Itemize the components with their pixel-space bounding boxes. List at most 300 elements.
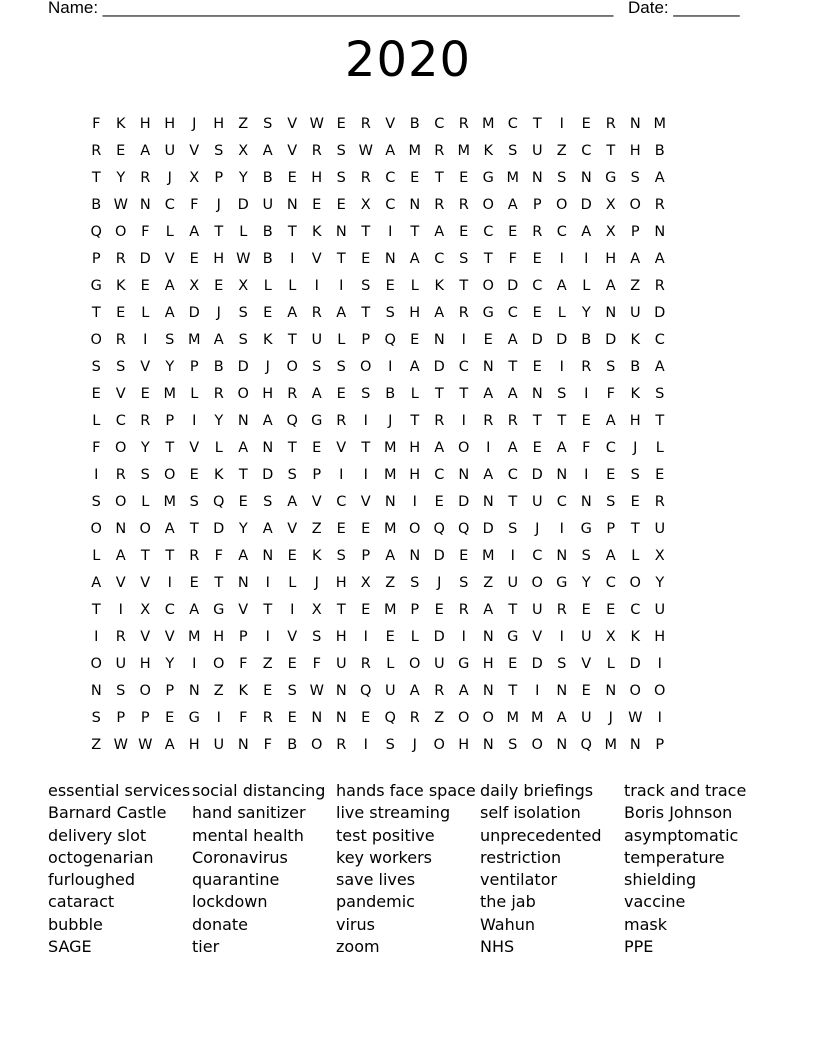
- grid-letter: N: [115, 521, 127, 537]
- grid-letter: M: [481, 116, 495, 132]
- grid-letter: N: [482, 737, 494, 753]
- grid-letter: Y: [116, 170, 126, 186]
- grid-letter: N: [409, 197, 421, 213]
- grid-letter: I: [559, 116, 564, 132]
- grid-letter: O: [531, 737, 543, 753]
- grid-letter: T: [532, 116, 542, 132]
- word-list-item: Barnard Castle: [48, 803, 167, 823]
- grid-letter: I: [290, 602, 295, 618]
- grid-letter: O: [458, 440, 470, 456]
- grid-letter: E: [287, 710, 297, 726]
- grid-letter: M: [163, 494, 176, 510]
- grid-letter: T: [606, 143, 616, 159]
- grid-letter: L: [92, 413, 101, 429]
- grid-letter: I: [94, 467, 99, 483]
- grid-letter: C: [507, 116, 518, 132]
- grid-letter: D: [433, 629, 445, 645]
- puzzle-title: 2020: [344, 32, 472, 88]
- grid-letter: R: [140, 413, 151, 429]
- grid-letter: H: [213, 116, 225, 132]
- grid-letter: N: [482, 683, 494, 699]
- grid-letter: S: [140, 467, 150, 483]
- grid-letter: S: [312, 359, 322, 375]
- grid-letter: H: [335, 629, 347, 645]
- grid-letter: A: [238, 548, 249, 564]
- grid-letter: E: [189, 575, 199, 591]
- grid-letter: A: [164, 521, 175, 537]
- grid-letter: N: [556, 683, 568, 699]
- grid-row: [84, 546, 672, 573]
- grid-letter: E: [385, 629, 395, 645]
- grid-letter: R: [409, 710, 420, 726]
- grid-letter: O: [482, 278, 494, 294]
- grid-letter: I: [388, 359, 393, 375]
- grid-letter: L: [655, 440, 664, 456]
- grid-letter: F: [190, 197, 199, 213]
- grid-letter: B: [287, 737, 298, 753]
- grid-row: [84, 708, 672, 735]
- letter-grid: [84, 114, 672, 762]
- grid-letter: T: [287, 440, 297, 456]
- grid-letter: P: [361, 332, 371, 348]
- grid-letter: P: [606, 521, 616, 537]
- grid-letter: N: [458, 467, 470, 483]
- grid-letter: K: [630, 332, 640, 348]
- grid-letter: R: [360, 170, 371, 186]
- grid-letter: R: [311, 305, 322, 321]
- grid-letter: N: [237, 575, 249, 591]
- grid-letter: A: [164, 737, 175, 753]
- grid-letter: T: [238, 467, 248, 483]
- grid-row: [84, 114, 672, 141]
- grid-letter: S: [606, 359, 616, 375]
- grid-letter: I: [559, 629, 564, 645]
- grid-row: [84, 384, 672, 411]
- grid-letter: Y: [214, 413, 224, 429]
- grid-letter: I: [363, 467, 368, 483]
- grid-letter: H: [213, 251, 225, 267]
- grid-letter: R: [532, 224, 543, 240]
- grid-letter: A: [630, 251, 641, 267]
- grid-letter: O: [164, 467, 176, 483]
- grid-letter: S: [557, 170, 567, 186]
- grid-letter: Z: [556, 143, 567, 159]
- grid-letter: S: [287, 683, 297, 699]
- grid-letter: K: [311, 224, 322, 240]
- grid-letter: C: [164, 602, 175, 618]
- grid-letter: H: [335, 575, 347, 591]
- grid-letter: R: [115, 251, 126, 267]
- grid-letter: R: [654, 197, 665, 213]
- grid-letter: T: [655, 413, 665, 429]
- grid-letter: E: [434, 602, 444, 618]
- grid-letter: E: [385, 278, 395, 294]
- grid-letter: K: [630, 386, 640, 402]
- grid-letter: V: [287, 629, 298, 645]
- word-list-item: Wahun: [480, 914, 536, 934]
- grid-letter: W: [628, 710, 643, 726]
- grid-letter: A: [507, 386, 518, 402]
- grid-letter: E: [410, 332, 420, 348]
- grid-letter: T: [410, 413, 420, 429]
- grid-letter: S: [263, 494, 273, 510]
- grid-letter: R: [262, 710, 273, 726]
- grid-letter: V: [164, 629, 175, 645]
- grid-letter: R: [605, 116, 616, 132]
- grid-letter: S: [655, 386, 665, 402]
- word-list-item: live streaming: [336, 803, 451, 823]
- grid-letter: R: [336, 413, 347, 429]
- word-list-item: shielding: [624, 870, 697, 890]
- grid-letter: G: [556, 575, 568, 591]
- grid-letter: J: [535, 521, 540, 537]
- grid-letter: A: [409, 683, 420, 699]
- grid-letter: M: [383, 602, 397, 618]
- grid-letter: S: [557, 656, 567, 672]
- grid-letter: S: [287, 467, 297, 483]
- grid-letter: M: [163, 386, 176, 402]
- grid-row: [84, 276, 672, 303]
- grid-letter: T: [91, 170, 101, 186]
- grid-letter: G: [90, 278, 102, 294]
- grid-letter: Y: [165, 359, 175, 375]
- grid-letter: N: [531, 386, 543, 402]
- word-list-item: unprecedented: [480, 825, 602, 845]
- grid-letter: C: [556, 494, 567, 510]
- grid-letter: M: [187, 629, 201, 645]
- grid-letter: O: [654, 683, 666, 699]
- grid-letter: N: [286, 197, 298, 213]
- grid-letter: T: [214, 575, 224, 591]
- grid-letter: D: [507, 278, 519, 294]
- grid-letter: B: [630, 359, 641, 375]
- grid-letter: U: [507, 575, 519, 591]
- grid-letter: S: [91, 494, 101, 510]
- grid-letter: R: [654, 278, 665, 294]
- grid-row: [84, 465, 672, 492]
- grid-letter: I: [339, 467, 344, 483]
- grid-letter: S: [263, 116, 273, 132]
- grid-letter: R: [91, 143, 102, 159]
- grid-letter: I: [486, 440, 491, 456]
- grid-row: [84, 141, 672, 168]
- grid-letter: I: [559, 251, 564, 267]
- grid-letter: Q: [286, 413, 298, 429]
- grid-letter: W: [358, 143, 373, 159]
- grid-letter: U: [384, 683, 396, 699]
- grid-letter: R: [507, 413, 518, 429]
- grid-letter: E: [287, 548, 297, 564]
- grid-letter: F: [214, 548, 223, 564]
- grid-letter: S: [630, 467, 640, 483]
- grid-letter: R: [458, 197, 469, 213]
- grid-letter: N: [90, 683, 102, 699]
- grid-letter: A: [458, 683, 469, 699]
- grid-letter: E: [336, 197, 346, 213]
- grid-letter: A: [262, 521, 273, 537]
- grid-letter: V: [115, 575, 126, 591]
- grid-letter: R: [483, 413, 494, 429]
- grid-letter: U: [580, 629, 592, 645]
- grid-letter: E: [459, 548, 469, 564]
- word-list-item: SAGE: [48, 937, 92, 957]
- word-list-item: test positive: [336, 825, 435, 845]
- word-list-item: hands face space: [336, 781, 476, 800]
- grid-letter: R: [360, 656, 371, 672]
- grid-letter: N: [556, 737, 568, 753]
- grid-letter: O: [115, 440, 127, 456]
- grid-letter: Q: [90, 224, 102, 240]
- grid-letter: T: [287, 224, 297, 240]
- grid-letter: S: [91, 710, 101, 726]
- grid-letter: F: [606, 386, 615, 402]
- grid-letter: L: [92, 548, 101, 564]
- grid-letter: C: [507, 467, 518, 483]
- grid-letter: G: [605, 170, 617, 186]
- grid-letter: E: [459, 170, 469, 186]
- grid-letter: I: [510, 548, 515, 564]
- grid-letter: Y: [581, 305, 591, 321]
- grid-letter: R: [115, 332, 126, 348]
- grid-letter: T: [336, 602, 346, 618]
- grid-letter: F: [263, 737, 272, 753]
- grid-letter: Z: [483, 575, 494, 591]
- grid-letter: D: [482, 521, 494, 537]
- grid-letter: A: [385, 548, 396, 564]
- grid-row: [84, 600, 672, 627]
- grid-letter: L: [190, 386, 199, 402]
- word-list-item: restriction: [480, 847, 562, 867]
- grid-letter: R: [654, 494, 665, 510]
- grid-letter: A: [605, 548, 616, 564]
- grid-letter: R: [336, 737, 347, 753]
- grid-letter: C: [483, 224, 494, 240]
- grid-letter: S: [508, 737, 518, 753]
- grid-letter: H: [409, 467, 421, 483]
- grid-letter: T: [214, 224, 224, 240]
- grid-letter: H: [139, 656, 151, 672]
- grid-letter: F: [92, 116, 101, 132]
- grid-letter: D: [531, 467, 543, 483]
- grid-letter: T: [361, 440, 371, 456]
- grid-letter: N: [262, 440, 274, 456]
- word-list-item: vaccine: [624, 892, 686, 912]
- grid-letter: N: [311, 710, 323, 726]
- grid-letter: P: [655, 737, 665, 753]
- grid-letter: L: [337, 332, 346, 348]
- grid-letter: R: [311, 143, 322, 159]
- grid-letter: L: [631, 548, 640, 564]
- grid-letter: X: [238, 143, 249, 159]
- grid-letter: K: [630, 629, 640, 645]
- grid-row: [84, 303, 672, 330]
- word-list-item: social distancing: [192, 781, 326, 800]
- grid-letter: C: [581, 143, 592, 159]
- grid-letter: C: [458, 359, 469, 375]
- grid-letter: T: [508, 359, 518, 375]
- grid-letter: J: [633, 440, 638, 456]
- grid-letter: A: [385, 143, 396, 159]
- grid-letter: I: [339, 278, 344, 294]
- grid-letter: A: [654, 251, 665, 267]
- grid-letter: T: [557, 413, 567, 429]
- grid-letter: I: [584, 386, 589, 402]
- grid-letter: I: [363, 413, 368, 429]
- grid-letter: U: [580, 710, 592, 726]
- grid-letter: Y: [238, 170, 248, 186]
- grid-letter: R: [189, 548, 200, 564]
- grid-letter: I: [192, 656, 197, 672]
- grid-letter: Z: [311, 521, 322, 537]
- grid-letter: M: [530, 710, 544, 726]
- grid-letter: I: [363, 737, 368, 753]
- grid-letter: V: [140, 575, 151, 591]
- grid-letter: L: [165, 224, 174, 240]
- grid-letter: A: [287, 494, 298, 510]
- word-list-item: mental health: [192, 825, 304, 845]
- grid-letter: N: [139, 197, 151, 213]
- grid-letter: A: [164, 278, 175, 294]
- grid-letter: S: [361, 386, 371, 402]
- grid-letter: N: [629, 116, 641, 132]
- grid-letter: I: [559, 359, 564, 375]
- grid-letter: X: [140, 602, 151, 618]
- grid-letter: L: [141, 494, 150, 510]
- grid-letter: N: [605, 683, 617, 699]
- word-list-item: delivery slot: [48, 825, 147, 845]
- grid-letter: O: [629, 575, 641, 591]
- grid-letter: A: [115, 548, 126, 564]
- grid-letter: K: [434, 278, 444, 294]
- grid-letter: I: [461, 332, 466, 348]
- grid-letter: T: [91, 602, 101, 618]
- grid-letter: V: [238, 602, 249, 618]
- grid-letter: S: [336, 143, 346, 159]
- word-list-item: daily briefings: [480, 781, 594, 800]
- grid-letter: I: [461, 629, 466, 645]
- grid-letter: C: [434, 251, 445, 267]
- grid-letter: A: [605, 413, 616, 429]
- grid-letter: U: [262, 197, 274, 213]
- grid-letter: V: [140, 629, 151, 645]
- grid-letter: I: [118, 602, 123, 618]
- grid-letter: Y: [581, 575, 591, 591]
- grid-row: [84, 438, 672, 465]
- grid-letter: T: [410, 224, 420, 240]
- grid-letter: C: [654, 332, 665, 348]
- word-list-item: self isolation: [480, 803, 581, 823]
- grid-letter: E: [581, 683, 591, 699]
- grid-letter: S: [91, 359, 101, 375]
- grid-letter: O: [115, 494, 127, 510]
- grid-letter: W: [309, 116, 324, 132]
- grid-letter: N: [556, 548, 568, 564]
- grid-letter: K: [115, 116, 126, 132]
- grid-letter: N: [384, 494, 396, 510]
- grid-letter: Y: [655, 575, 665, 591]
- grid-letter: C: [164, 197, 175, 213]
- grid-letter: J: [167, 170, 172, 186]
- grid-letter: P: [140, 710, 150, 726]
- grid-letter: T: [459, 386, 469, 402]
- grid-letter: L: [410, 278, 419, 294]
- grid-letter: O: [311, 737, 323, 753]
- grid-letter: T: [189, 521, 199, 537]
- grid-letter: K: [311, 548, 322, 564]
- grid-letter: I: [216, 710, 221, 726]
- grid-letter: I: [192, 413, 197, 429]
- grid-letter: J: [216, 305, 221, 321]
- grid-letter: A: [654, 359, 665, 375]
- grid-letter: B: [385, 386, 396, 402]
- grid-letter: N: [409, 548, 421, 564]
- grid-letter: E: [361, 251, 371, 267]
- word-list-item: pandemic: [336, 892, 415, 912]
- grid-letter: H: [409, 440, 421, 456]
- grid-letter: I: [314, 278, 319, 294]
- grid-letter: E: [91, 386, 101, 402]
- grid-letter: E: [238, 494, 248, 510]
- grid-letter: A: [434, 224, 445, 240]
- grid-letter: S: [410, 575, 420, 591]
- grid-letter: N: [605, 305, 617, 321]
- grid-letter: A: [311, 386, 322, 402]
- grid-letter: M: [481, 548, 495, 564]
- grid-letter: I: [94, 629, 99, 645]
- grid-letter: D: [654, 305, 666, 321]
- grid-letter: C: [532, 548, 543, 564]
- grid-letter: P: [165, 413, 175, 429]
- word-list-item: save lives: [336, 870, 416, 890]
- grid-letter: S: [459, 251, 469, 267]
- grid-letter: Q: [384, 710, 396, 726]
- grid-row: [84, 222, 672, 249]
- grid-letter: S: [336, 359, 346, 375]
- grid-letter: D: [213, 521, 225, 537]
- grid-letter: Z: [630, 278, 641, 294]
- grid-letter: P: [532, 197, 542, 213]
- grid-letter: R: [287, 386, 298, 402]
- grid-row: [84, 357, 672, 384]
- grid-letter: V: [336, 440, 347, 456]
- grid-letter: Q: [580, 737, 592, 753]
- grid-letter: G: [482, 170, 494, 186]
- grid-letter: N: [482, 494, 494, 510]
- grid-letter: T: [483, 251, 493, 267]
- grid-letter: U: [115, 656, 127, 672]
- grid-letter: T: [165, 548, 175, 564]
- grid-letter: N: [654, 224, 666, 240]
- grid-letter: F: [141, 224, 150, 240]
- grid-letter: P: [361, 548, 371, 564]
- grid-letter: E: [312, 197, 322, 213]
- grid-row: [84, 492, 672, 519]
- word-list-item: quarantine: [192, 870, 280, 890]
- word-list-item: asymptomatic: [624, 825, 739, 845]
- grid-letter: I: [657, 710, 662, 726]
- grid-letter: A: [507, 332, 518, 348]
- grid-letter: E: [116, 143, 126, 159]
- grid-letter: X: [238, 278, 249, 294]
- grid-letter: C: [605, 440, 616, 456]
- grid-letter: M: [187, 332, 201, 348]
- grid-letter: O: [360, 359, 372, 375]
- grid-letter: V: [311, 494, 322, 510]
- grid-letter: J: [388, 413, 393, 429]
- word-list-item: PPE: [624, 937, 654, 957]
- grid-letter: M: [383, 467, 397, 483]
- grid-letter: C: [115, 413, 126, 429]
